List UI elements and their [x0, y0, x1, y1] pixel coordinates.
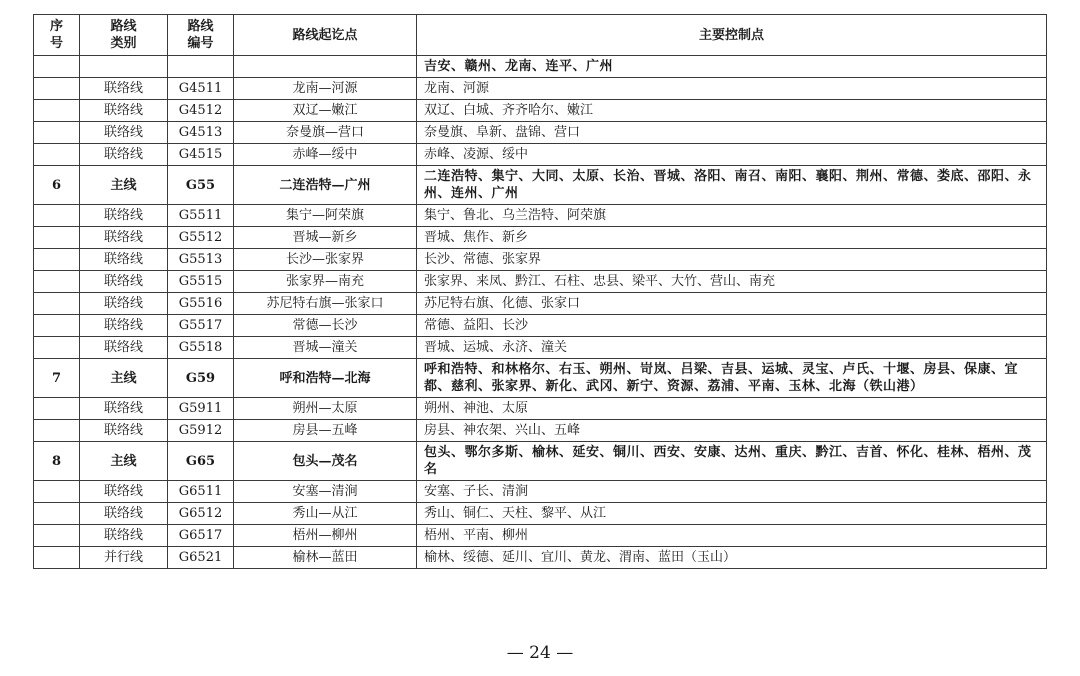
route-endpoints: 苏尼特右旗—张家口: [234, 293, 417, 315]
col-header-code: 路线 编号: [168, 15, 234, 56]
control-points: 梧州、平南、柳州: [417, 525, 1047, 547]
row-number: 7: [34, 359, 80, 398]
route-code: G5512: [168, 227, 234, 249]
table-row: [34, 315, 1047, 337]
route-code: G5516: [168, 293, 234, 315]
row-number: [34, 420, 80, 442]
control-points: 朔州、神池、太原: [417, 398, 1047, 420]
route-type: 联络线: [80, 100, 168, 122]
row-number: [34, 122, 80, 144]
route-type: 联络线: [80, 337, 168, 359]
route-endpoints: 奈曼旗—营口: [234, 122, 417, 144]
control-points: 二连浩特、集宁、大同、太原、长治、晋城、洛阳、南召、南阳、襄阳、荆州、常德、娄底、邵阳、永州、连州、广州: [417, 166, 1047, 205]
table-row: [34, 442, 1047, 481]
route-code: G5515: [168, 271, 234, 293]
control-points: 双辽、白城、齐齐哈尔、嫩江: [417, 100, 1047, 122]
control-points: 苏尼特右旗、化德、张家口: [417, 293, 1047, 315]
row-number: [34, 547, 80, 569]
route-code: G4515: [168, 144, 234, 166]
route-code: G6511: [168, 481, 234, 503]
route-code: G5912: [168, 420, 234, 442]
route-type: 联络线: [80, 293, 168, 315]
route-type: 联络线: [80, 525, 168, 547]
route-table: [33, 14, 1047, 569]
route-endpoints: 房县—五峰: [234, 420, 417, 442]
route-type: 联络线: [80, 205, 168, 227]
route-endpoints: 梧州—柳州: [234, 525, 417, 547]
control-points: 张家界、来凤、黔江、石柱、忠县、梁平、大竹、营山、南充: [417, 271, 1047, 293]
route-type: 联络线: [80, 315, 168, 337]
route-code: G59: [168, 359, 234, 398]
route-type: 联络线: [80, 271, 168, 293]
route-endpoints: 朔州—太原: [234, 398, 417, 420]
route-type: 联络线: [80, 78, 168, 100]
route-endpoints: 长沙—张家界: [234, 249, 417, 271]
table-row: [34, 420, 1047, 442]
control-points: 包头、鄂尔多斯、榆林、延安、铜川、西安、安康、达州、重庆、黔江、吉首、怀化、桂林、梧州、茂名: [417, 442, 1047, 481]
col-header-points: 主要控制点: [417, 15, 1047, 56]
table-row: [34, 359, 1047, 398]
route-endpoints: 包头—茂名: [234, 442, 417, 481]
page-number: — 24 —: [506, 643, 574, 663]
col-header-type: 路线 类别: [80, 15, 168, 56]
table-row: [34, 271, 1047, 293]
control-points: 常德、益阳、长沙: [417, 315, 1047, 337]
route-type: 联络线: [80, 122, 168, 144]
control-points: 晋城、运城、永济、潼关: [417, 337, 1047, 359]
route-code: G5513: [168, 249, 234, 271]
route-type: [80, 56, 168, 78]
row-number: [34, 337, 80, 359]
route-code: [168, 56, 234, 78]
table-row: [34, 122, 1047, 144]
control-points: 龙南、河源: [417, 78, 1047, 100]
control-points: 长沙、常德、张家界: [417, 249, 1047, 271]
route-endpoints: 赤峰—绥中: [234, 144, 417, 166]
table-row: [34, 481, 1047, 503]
route-endpoints: 晋城—潼关: [234, 337, 417, 359]
route-code: G5911: [168, 398, 234, 420]
route-endpoints: 榆林—蓝田: [234, 547, 417, 569]
control-points: 奈曼旗、阜新、盘锦、营口: [417, 122, 1047, 144]
route-endpoints: 常德—长沙: [234, 315, 417, 337]
table-row: [34, 503, 1047, 525]
route-type: 联络线: [80, 503, 168, 525]
route-type: 联络线: [80, 144, 168, 166]
row-number: [34, 205, 80, 227]
table-row: [34, 525, 1047, 547]
table-row: [34, 249, 1047, 271]
route-type: 联络线: [80, 227, 168, 249]
row-number: [34, 249, 80, 271]
route-type: 并行线: [80, 547, 168, 569]
row-number: [34, 56, 80, 78]
row-number: [34, 398, 80, 420]
route-endpoints: [234, 56, 417, 78]
route-endpoints: 秀山—从江: [234, 503, 417, 525]
table-row: [34, 547, 1047, 569]
control-points: 呼和浩特、和林格尔、右玉、朔州、岢岚、吕梁、吉县、运城、灵宝、卢氏、十堰、房县、保康、宜都、慈利、张家界、新化、武冈、新宁、资源、荔浦、平南、玉林、北海（铁山港）: [417, 359, 1047, 398]
control-points: 秀山、铜仁、天柱、黎平、从江: [417, 503, 1047, 525]
route-code: G65: [168, 442, 234, 481]
table-row: [34, 78, 1047, 100]
row-number: [34, 293, 80, 315]
route-endpoints: 龙南—河源: [234, 78, 417, 100]
control-points: 房县、神农架、兴山、五峰: [417, 420, 1047, 442]
route-code: G5518: [168, 337, 234, 359]
route-endpoints: 二连浩特—广州: [234, 166, 417, 205]
row-number: [34, 525, 80, 547]
row-number: [34, 78, 80, 100]
route-type: 联络线: [80, 420, 168, 442]
table-row: [34, 227, 1047, 249]
control-points: 吉安、赣州、龙南、连平、广州: [417, 56, 1047, 78]
route-type: 主线: [80, 359, 168, 398]
control-points: 赤峰、凌源、绥中: [417, 144, 1047, 166]
control-points: 榆林、绥德、延川、宜川、黄龙、渭南、蓝田（玉山）: [417, 547, 1047, 569]
route-code: G6517: [168, 525, 234, 547]
route-type: 主线: [80, 442, 168, 481]
table-row: [34, 398, 1047, 420]
table-header-row: [34, 15, 1047, 56]
route-endpoints: 呼和浩特—北海: [234, 359, 417, 398]
route-endpoints: 集宁—阿荣旗: [234, 205, 417, 227]
route-code: G4512: [168, 100, 234, 122]
table-row: [34, 144, 1047, 166]
table-row: [34, 337, 1047, 359]
route-code: G4511: [168, 78, 234, 100]
route-type: 联络线: [80, 249, 168, 271]
route-endpoints: 双辽—嫩江: [234, 100, 417, 122]
route-endpoints: 晋城—新乡: [234, 227, 417, 249]
route-type: 主线: [80, 166, 168, 205]
table-row: [34, 56, 1047, 78]
row-number: [34, 315, 80, 337]
control-points: 安塞、子长、清涧: [417, 481, 1047, 503]
row-number: [34, 227, 80, 249]
table-row: [34, 293, 1047, 315]
control-points: 集宁、鲁北、乌兰浩特、阿荣旗: [417, 205, 1047, 227]
table-row: [34, 205, 1047, 227]
route-code: G5511: [168, 205, 234, 227]
route-code: G5517: [168, 315, 234, 337]
route-endpoints: 安塞—清涧: [234, 481, 417, 503]
route-endpoints: 张家界—南充: [234, 271, 417, 293]
row-number: 6: [34, 166, 80, 205]
row-number: 8: [34, 442, 80, 481]
table-row: [34, 166, 1047, 205]
route-type: 联络线: [80, 481, 168, 503]
route-type: 联络线: [80, 398, 168, 420]
row-number: [34, 503, 80, 525]
row-number: [34, 481, 80, 503]
row-number: [34, 100, 80, 122]
control-points: 晋城、焦作、新乡: [417, 227, 1047, 249]
col-header-route: 路线起讫点: [234, 15, 417, 56]
row-number: [34, 271, 80, 293]
col-header-no: 序 号: [34, 15, 80, 56]
route-code: G4513: [168, 122, 234, 144]
table-row: [34, 100, 1047, 122]
row-number: [34, 144, 80, 166]
route-code: G55: [168, 166, 234, 205]
route-code: G6512: [168, 503, 234, 525]
route-code: G6521: [168, 547, 234, 569]
